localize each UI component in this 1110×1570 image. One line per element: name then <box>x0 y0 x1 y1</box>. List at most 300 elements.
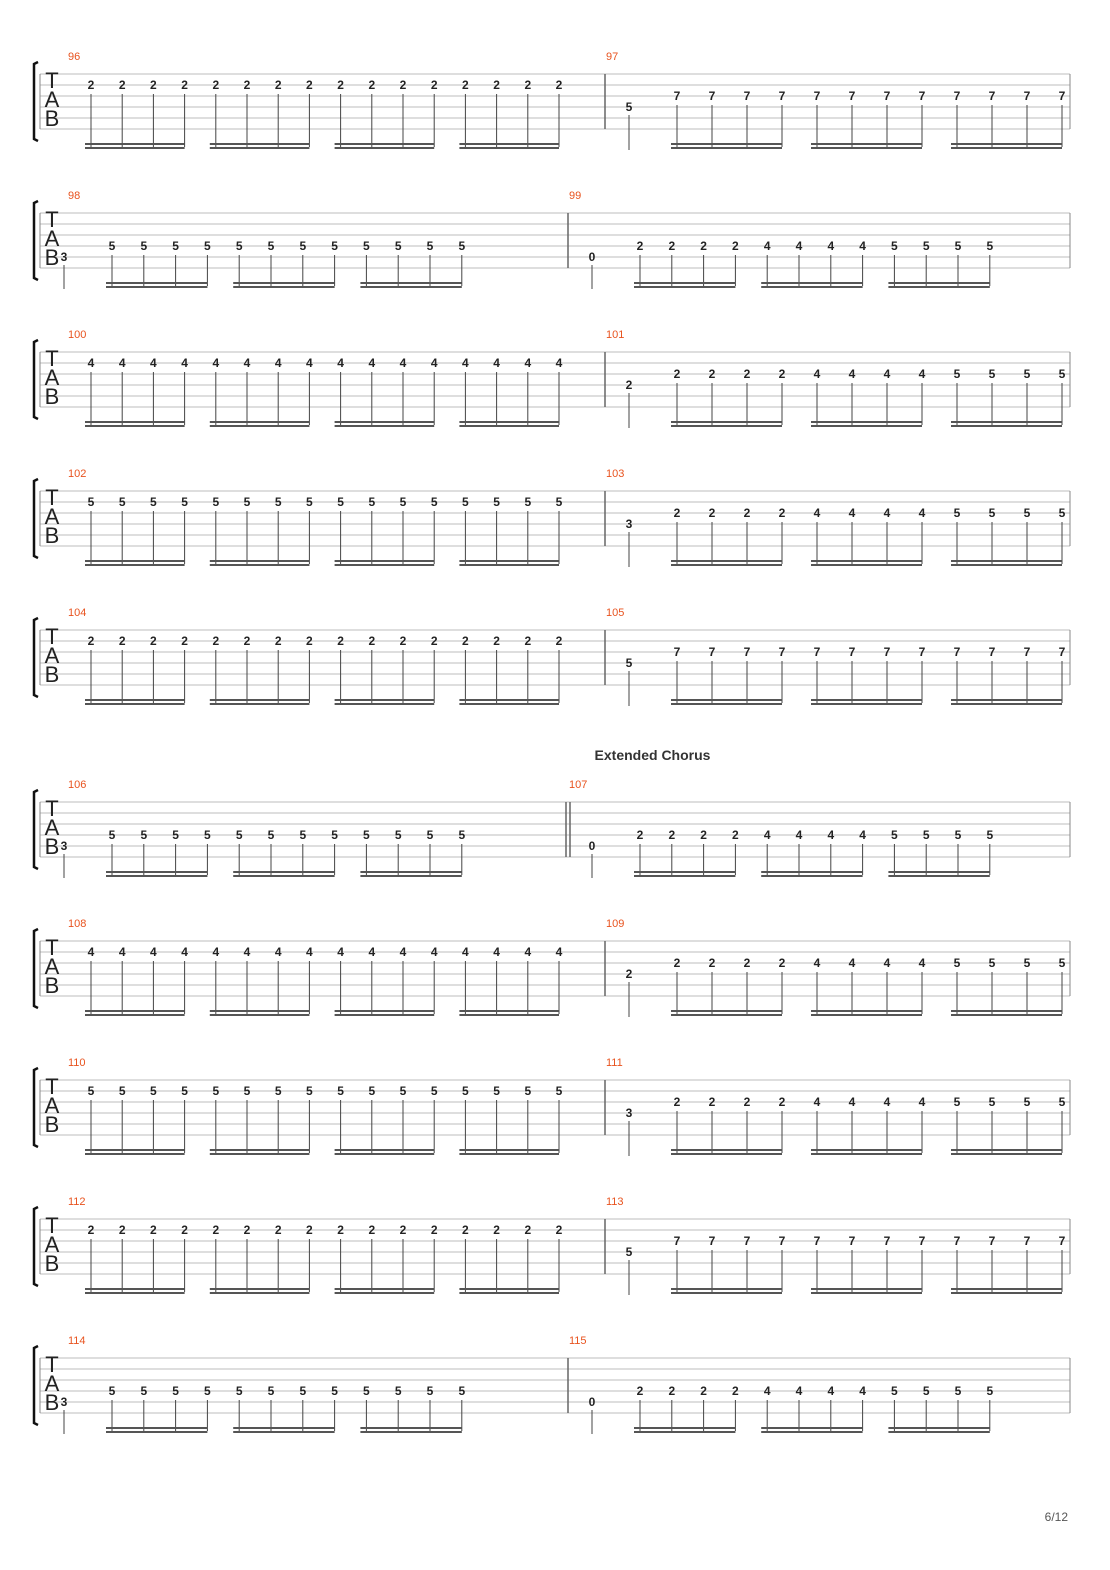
fret-number: 5 <box>140 239 148 253</box>
beam-primary <box>360 282 461 284</box>
fret-number: 4 <box>243 356 251 370</box>
fret-number: 7 <box>918 1234 926 1248</box>
fret-number: 5 <box>988 1095 996 1109</box>
beam-secondary <box>811 1292 922 1294</box>
fret-number: 5 <box>555 495 563 509</box>
fret-number: 5 <box>331 1384 338 1398</box>
fret-number: 7 <box>708 645 716 659</box>
tab-clef-letter: B <box>44 834 60 859</box>
beam-secondary <box>634 286 735 288</box>
measure-number: 110 <box>68 1057 86 1069</box>
fret-number: 4 <box>399 356 407 370</box>
beam-secondary <box>951 703 1062 705</box>
fret-number: 5 <box>426 828 434 842</box>
pickup-fret-number: 0 <box>588 839 596 853</box>
fret-number: 5 <box>337 1084 344 1098</box>
beam-primary <box>634 1427 735 1429</box>
fret-number: 4 <box>848 506 856 520</box>
beam-primary <box>335 421 435 423</box>
beam-secondary <box>459 703 559 705</box>
beam-primary <box>335 560 435 562</box>
beam-secondary <box>210 703 310 705</box>
fret-number: 2 <box>181 634 188 648</box>
beam-secondary <box>335 1292 435 1294</box>
system-bracket <box>34 1207 38 1286</box>
beam-primary <box>335 1149 435 1151</box>
beam-primary <box>459 143 559 145</box>
fret-number: 5 <box>399 1084 407 1098</box>
fret-number: 4 <box>493 356 500 370</box>
beam-secondary <box>85 425 185 427</box>
beam-secondary <box>888 875 989 877</box>
beam-primary <box>210 1288 310 1290</box>
fret-number: 2 <box>743 367 751 381</box>
fret-number: 2 <box>430 78 438 92</box>
fret-number: 7 <box>778 89 786 103</box>
beam-secondary <box>210 147 310 149</box>
fret-number: 7 <box>848 1234 856 1248</box>
fret-number: 2 <box>274 1223 282 1237</box>
fret-number: 4 <box>118 356 126 370</box>
fret-number: 7 <box>708 1234 716 1248</box>
fret-number: 5 <box>267 828 275 842</box>
fret-number: 5 <box>87 1084 95 1098</box>
fret-number: 2 <box>306 78 313 92</box>
tab-clef-letter: A <box>44 226 60 251</box>
fret-number: 2 <box>337 634 344 648</box>
beam-secondary <box>761 286 862 288</box>
beam-secondary <box>671 147 782 149</box>
fret-number: 4 <box>118 945 126 959</box>
fret-number: 2 <box>181 1223 188 1237</box>
fret-number: 4 <box>306 356 313 370</box>
fret-number: 2 <box>87 634 95 648</box>
beam-primary <box>85 143 185 145</box>
measure-number: 99 <box>569 190 582 202</box>
fret-number: 5 <box>1023 956 1031 970</box>
fret-number: 5 <box>243 495 251 509</box>
fret-number: 5 <box>204 239 211 253</box>
fret-number: 5 <box>988 506 996 520</box>
pickup-fret-number: 5 <box>625 1245 633 1259</box>
tab-clef-letter: A <box>44 87 60 112</box>
beam-secondary <box>85 1153 185 1155</box>
fret-number: 2 <box>87 78 95 92</box>
beam-secondary <box>106 875 207 877</box>
fret-number: 7 <box>953 1234 961 1248</box>
fret-number: 5 <box>212 495 220 509</box>
beam-primary <box>951 421 1062 423</box>
fret-number: 5 <box>150 495 157 509</box>
fret-number: 4 <box>181 945 188 959</box>
fret-number: 4 <box>368 356 376 370</box>
fret-number: 5 <box>299 1384 307 1398</box>
system-bracket <box>34 618 38 697</box>
fret-number: 4 <box>813 1095 821 1109</box>
beam-primary <box>335 699 435 701</box>
fret-number: 4 <box>883 1095 891 1109</box>
fret-number: 5 <box>235 1384 243 1398</box>
fret-number: 2 <box>555 78 563 92</box>
tab-clef-letter: A <box>44 365 60 390</box>
fret-number: 4 <box>918 506 926 520</box>
beam-secondary <box>951 564 1062 566</box>
fret-number: 4 <box>848 956 856 970</box>
beam-secondary <box>459 147 559 149</box>
fret-number: 4 <box>524 356 532 370</box>
beam-secondary <box>106 286 207 288</box>
beam-primary <box>106 282 207 284</box>
beam-secondary <box>233 875 334 877</box>
beam-secondary <box>335 1014 435 1016</box>
measure-number: 101 <box>606 329 625 341</box>
fret-number: 2 <box>732 828 739 842</box>
measure-number: 98 <box>68 190 81 202</box>
fret-number: 2 <box>274 78 282 92</box>
fret-number: 2 <box>700 239 707 253</box>
beam-primary <box>634 282 735 284</box>
tab-clef-letter: B <box>44 662 60 687</box>
beam-secondary <box>951 425 1062 427</box>
fret-number: 4 <box>763 239 771 253</box>
fret-number: 5 <box>462 1084 469 1098</box>
fret-number: 7 <box>1058 89 1066 103</box>
pickup-fret-number: 3 <box>625 517 633 531</box>
beam-primary <box>335 1288 435 1290</box>
fret-number: 2 <box>673 367 681 381</box>
fret-number: 5 <box>299 828 307 842</box>
system-bracket <box>34 340 38 419</box>
fret-number: 5 <box>986 828 994 842</box>
beam-secondary <box>459 1153 559 1155</box>
fret-number: 5 <box>430 1084 438 1098</box>
tab-clef-letter: A <box>44 1371 60 1396</box>
fret-number: 4 <box>795 1384 803 1398</box>
fret-number: 7 <box>988 645 996 659</box>
fret-number: 5 <box>331 239 338 253</box>
fret-number: 2 <box>150 634 157 648</box>
fret-number: 4 <box>883 506 891 520</box>
fret-number: 2 <box>524 634 532 648</box>
fret-number: 4 <box>430 356 438 370</box>
fret-number: 2 <box>87 1223 95 1237</box>
fret-number: 5 <box>988 956 996 970</box>
fret-number: 2 <box>700 1384 707 1398</box>
beam-primary <box>671 1149 782 1151</box>
tab-clef-letter: A <box>44 643 60 668</box>
beam-secondary <box>85 564 185 566</box>
fret-number: 5 <box>172 1384 179 1398</box>
fret-number: 4 <box>243 945 251 959</box>
fret-number: 2 <box>368 78 376 92</box>
fret-number: 7 <box>1058 1234 1066 1248</box>
beam-secondary <box>634 875 735 877</box>
beam-primary <box>85 421 185 423</box>
system-bracket <box>34 201 38 280</box>
fret-number: 5 <box>274 495 282 509</box>
beam-secondary <box>951 1153 1062 1155</box>
beam-secondary <box>671 564 782 566</box>
fret-number: 2 <box>337 1223 344 1237</box>
beam-primary <box>459 421 559 423</box>
beam-secondary <box>85 147 185 149</box>
system-bracket <box>34 1068 38 1147</box>
fret-number: 7 <box>813 645 821 659</box>
fret-number: 5 <box>1058 956 1066 970</box>
fret-number: 5 <box>426 1384 434 1398</box>
fret-number: 2 <box>462 634 469 648</box>
fret-number: 7 <box>778 645 786 659</box>
measure-number: 96 <box>68 51 81 63</box>
pickup-fret-number: 2 <box>625 967 633 981</box>
fret-number: 5 <box>954 239 962 253</box>
fret-number: 4 <box>883 956 891 970</box>
fret-number: 2 <box>306 1223 313 1237</box>
tab-clef-letter: A <box>44 504 60 529</box>
beam-primary <box>671 143 782 145</box>
pickup-fret-number: 0 <box>588 1395 596 1409</box>
measure-number: 107 <box>569 779 588 791</box>
tab-clef-letter: B <box>44 1390 60 1415</box>
fret-number: 7 <box>743 645 751 659</box>
beam-primary <box>811 1149 922 1151</box>
beam-secondary <box>335 1153 435 1155</box>
fret-number: 5 <box>337 495 344 509</box>
beam-primary <box>233 282 334 284</box>
fret-number: 5 <box>493 495 500 509</box>
fret-number: 7 <box>673 1234 681 1248</box>
fret-number: 7 <box>883 1234 891 1248</box>
fret-number: 2 <box>306 634 313 648</box>
beam-secondary <box>811 703 922 705</box>
beam-primary <box>761 282 862 284</box>
measure-number: 112 <box>68 1196 86 1208</box>
fret-number: 4 <box>859 828 866 842</box>
fret-number: 2 <box>399 78 407 92</box>
beam-secondary <box>951 147 1062 149</box>
fret-number: 2 <box>430 634 438 648</box>
tab-clef-letter: T <box>45 1074 59 1099</box>
fret-number: 4 <box>399 945 407 959</box>
fret-number: 5 <box>1058 506 1066 520</box>
fret-number: 4 <box>368 945 376 959</box>
fret-number: 4 <box>918 956 926 970</box>
fret-number: 7 <box>813 89 821 103</box>
beam-primary <box>951 560 1062 562</box>
fret-number: 5 <box>108 239 116 253</box>
tab-clef-letter: B <box>44 973 60 998</box>
beam-primary <box>335 143 435 145</box>
fret-number: 5 <box>953 956 961 970</box>
beam-primary <box>888 871 989 873</box>
beam-secondary <box>210 1014 310 1016</box>
fret-number: 2 <box>778 367 786 381</box>
fret-number: 2 <box>708 1095 716 1109</box>
fret-number: 2 <box>493 1223 500 1237</box>
beam-secondary <box>210 1153 310 1155</box>
measure-number: 102 <box>68 468 87 480</box>
pickup-fret-number: 3 <box>60 839 68 853</box>
fret-number: 2 <box>668 828 676 842</box>
beam-primary <box>951 699 1062 701</box>
fret-number: 5 <box>118 495 126 509</box>
beam-secondary <box>951 1292 1062 1294</box>
fret-number: 2 <box>462 1223 469 1237</box>
fret-number: 5 <box>399 495 407 509</box>
fret-number: 4 <box>795 828 803 842</box>
tab-clef-letter: A <box>44 1093 60 1118</box>
fret-number: 4 <box>524 945 532 959</box>
beam-primary <box>671 1010 782 1012</box>
fret-number: 2 <box>212 634 220 648</box>
tab-clef-letter: T <box>45 796 59 821</box>
fret-number: 4 <box>181 356 188 370</box>
beam-primary <box>671 699 782 701</box>
fret-number: 5 <box>1023 367 1031 381</box>
fret-number: 7 <box>673 89 681 103</box>
page-number: 6/12 <box>1044 1510 1068 1524</box>
fret-number: 4 <box>462 945 469 959</box>
beam-secondary <box>888 1431 989 1433</box>
beam-secondary <box>360 1431 461 1433</box>
fret-number: 5 <box>306 495 313 509</box>
fret-number: 2 <box>673 956 681 970</box>
fret-number: 5 <box>524 495 532 509</box>
tab-clef-letter: T <box>45 1213 59 1238</box>
beam-primary <box>85 1288 185 1290</box>
section-marker: Extended Chorus <box>594 747 711 763</box>
fret-number: 4 <box>274 356 282 370</box>
fret-number: 2 <box>118 78 126 92</box>
beam-secondary <box>459 564 559 566</box>
beam-secondary <box>210 1292 310 1294</box>
pickup-fret-number: 2 <box>625 378 633 392</box>
beam-secondary <box>951 1014 1062 1016</box>
fret-number: 7 <box>883 645 891 659</box>
fret-number: 2 <box>524 1223 532 1237</box>
fret-number: 2 <box>636 239 644 253</box>
measure-number: 108 <box>68 918 87 930</box>
fret-number: 4 <box>555 945 563 959</box>
measure-number: 113 <box>606 1196 624 1208</box>
fret-number: 2 <box>118 634 126 648</box>
fret-number: 5 <box>243 1084 251 1098</box>
beam-primary <box>233 871 334 873</box>
fret-number: 5 <box>555 1084 563 1098</box>
fret-number: 2 <box>732 239 739 253</box>
fret-number: 4 <box>848 1095 856 1109</box>
beam-primary <box>210 1010 310 1012</box>
fret-number: 2 <box>636 1384 644 1398</box>
fret-number: 4 <box>337 945 344 959</box>
measure-number: 114 <box>68 1335 86 1347</box>
beam-primary <box>210 699 310 701</box>
fret-number: 4 <box>827 828 835 842</box>
fret-number: 2 <box>493 78 500 92</box>
fret-number: 4 <box>150 356 157 370</box>
fret-number: 4 <box>859 1384 866 1398</box>
fret-number: 7 <box>778 1234 786 1248</box>
fret-number: 5 <box>493 1084 500 1098</box>
beam-secondary <box>671 1014 782 1016</box>
measure-number: 100 <box>68 329 87 341</box>
fret-number: 2 <box>555 1223 563 1237</box>
fret-number: 5 <box>524 1084 532 1098</box>
fret-number: 2 <box>399 634 407 648</box>
beam-primary <box>671 1288 782 1290</box>
fret-number: 4 <box>813 367 821 381</box>
tab-clef-letter: B <box>44 1112 60 1137</box>
fret-number: 2 <box>743 1095 751 1109</box>
beam-primary <box>761 871 862 873</box>
fret-number: 2 <box>493 634 500 648</box>
fret-number: 5 <box>986 239 994 253</box>
fret-number: 7 <box>1023 1234 1031 1248</box>
system-bracket <box>34 62 38 141</box>
system-bracket <box>34 929 38 1008</box>
beam-primary <box>360 1427 461 1429</box>
fret-number: 7 <box>848 645 856 659</box>
measure-number: 103 <box>606 468 625 480</box>
beam-primary <box>761 1427 862 1429</box>
beam-secondary <box>459 1014 559 1016</box>
fret-number: 5 <box>181 1084 188 1098</box>
beam-secondary <box>671 1292 782 1294</box>
beam-secondary <box>210 425 310 427</box>
fret-number: 5 <box>426 239 434 253</box>
fret-number: 2 <box>243 1223 251 1237</box>
fret-number: 5 <box>140 1384 148 1398</box>
beam-secondary <box>811 147 922 149</box>
fret-number: 2 <box>399 1223 407 1237</box>
fret-number: 7 <box>953 89 961 103</box>
fret-number: 5 <box>267 1384 275 1398</box>
fret-number: 4 <box>87 356 95 370</box>
beam-secondary <box>459 1292 559 1294</box>
fret-number: 7 <box>1023 645 1031 659</box>
fret-number: 5 <box>150 1084 157 1098</box>
measure-number: 111 <box>606 1057 623 1069</box>
beam-primary <box>811 1288 922 1290</box>
fret-number: 2 <box>778 506 786 520</box>
fret-number: 5 <box>891 239 898 253</box>
fret-number: 2 <box>243 78 251 92</box>
fret-number: 5 <box>172 239 179 253</box>
fret-number: 5 <box>954 1384 962 1398</box>
fret-number: 5 <box>462 495 469 509</box>
fret-number: 5 <box>988 367 996 381</box>
fret-number: 5 <box>922 239 930 253</box>
fret-number: 5 <box>953 506 961 520</box>
system-bracket <box>34 1346 38 1425</box>
fret-number: 7 <box>1023 89 1031 103</box>
fret-number: 2 <box>150 78 157 92</box>
tab-clef-letter: A <box>44 815 60 840</box>
beam-secondary <box>811 1153 922 1155</box>
fret-number: 5 <box>922 828 930 842</box>
fret-number: 2 <box>700 828 707 842</box>
beam-primary <box>951 1288 1062 1290</box>
fret-number: 5 <box>394 1384 402 1398</box>
fret-number: 7 <box>988 89 996 103</box>
fret-number: 4 <box>555 356 563 370</box>
fret-number: 4 <box>87 945 95 959</box>
tab-clef-letter: B <box>44 106 60 131</box>
measure-number: 97 <box>606 51 619 63</box>
fret-number: 2 <box>778 1095 786 1109</box>
fret-number: 5 <box>363 828 370 842</box>
beam-primary <box>85 1010 185 1012</box>
